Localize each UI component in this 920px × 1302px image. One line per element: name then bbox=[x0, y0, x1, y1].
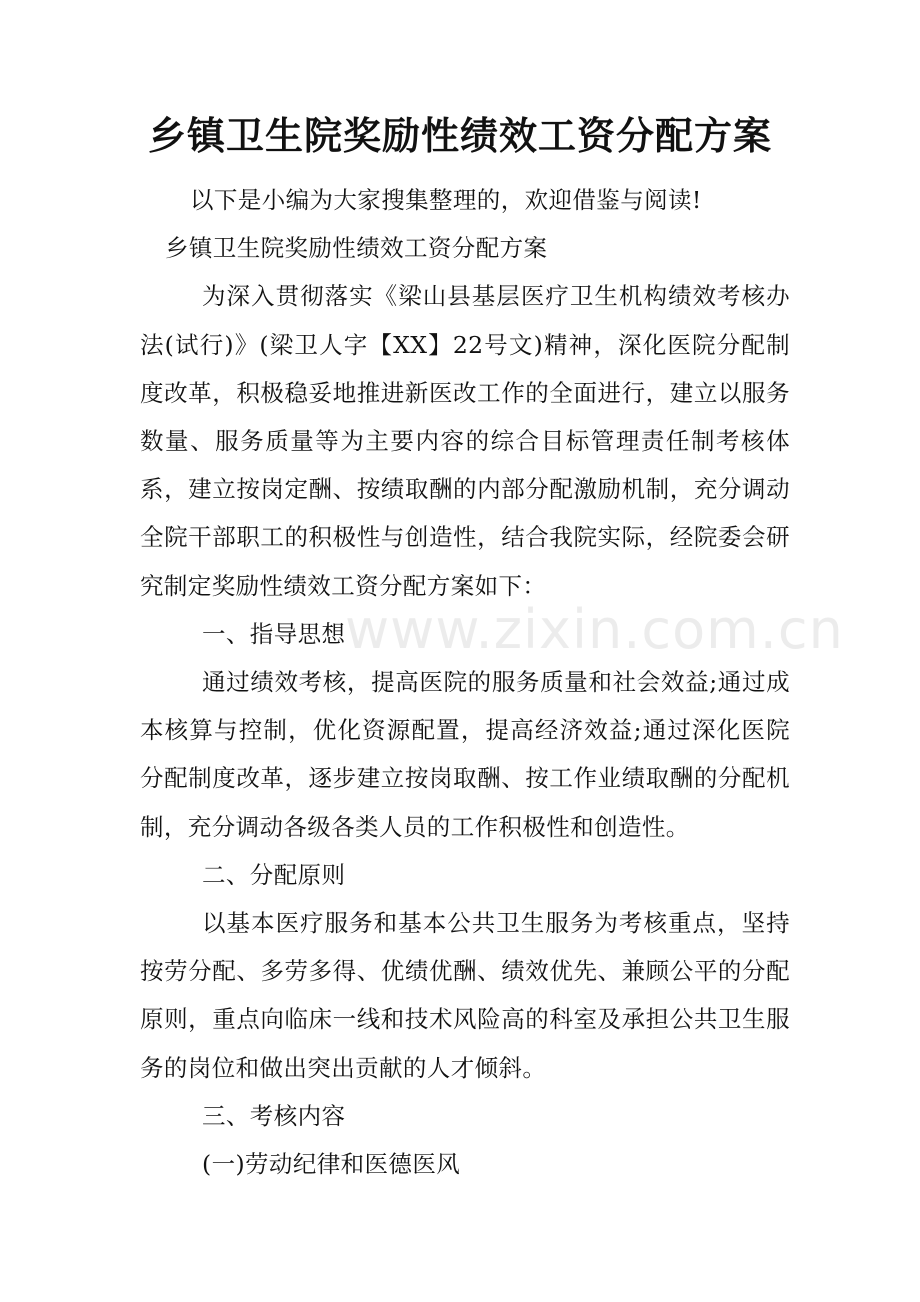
subsection-heading-labor-discipline: (一)劳动纪律和医德医风 bbox=[202, 1150, 461, 1179]
document-body bbox=[140, 176, 790, 1188]
document-title: 乡镇卫生院奖励性绩效工资分配方案 bbox=[147, 113, 772, 158]
paragraph-purpose: 为深入贯彻落实《梁山县基层医疗卫生机构绩效考核办法(试行)》(梁卫人字【XX】22号文)精神，深化医院分配制度改革，积极稳妥地推进新医改工作的全面进行，建立以服务数量、服务质量等为主要内容的综合目标管理责任制考核体系，建立按岗定酬、按绩取酬的内部分配激励机制，充分调动全院干部职工的积极性与创造性，结合我院实际，经院委会研究制定奖励性绩效工资分配方案如下： bbox=[140, 282, 790, 600]
section-heading-assessment-content: 三、考核内容 bbox=[202, 1101, 346, 1130]
paragraph-guiding-thought: 通过绩效考核，提高医院的服务质量和社会效益;通过成本核算与控制，优化资源配置，提高经济效益;通过深化医院分配制度改革，逐步建立按岗取酬、按工作业绩取酬的分配机制，充分调动各级各类人员的工作积极性和创造性。 bbox=[140, 668, 790, 841]
document-subtitle: 乡镇卫生院奖励性绩效工资分配方案 bbox=[165, 234, 548, 263]
section-heading-distribution-principle: 二、分配原则 bbox=[202, 860, 346, 889]
paragraph-distribution-principle: 以基本医疗服务和基本公共卫生服务为考核重点，坚持按劳分配、多劳多得、优绩优酬、绩效优先、兼顾公平的分配原则，重点向临床一线和技术风险高的科室及承担公共卫生服务的岗位和做出突出贡献的人才倾斜。 bbox=[140, 909, 790, 1082]
intro-text: 以下是小编为大家搜集整理的，欢迎借鉴与阅读! bbox=[190, 186, 702, 214]
section-heading-guiding-thought: 一、指导思想 bbox=[202, 619, 346, 648]
watermark: www.zixin.com.cn bbox=[345, 598, 844, 661]
